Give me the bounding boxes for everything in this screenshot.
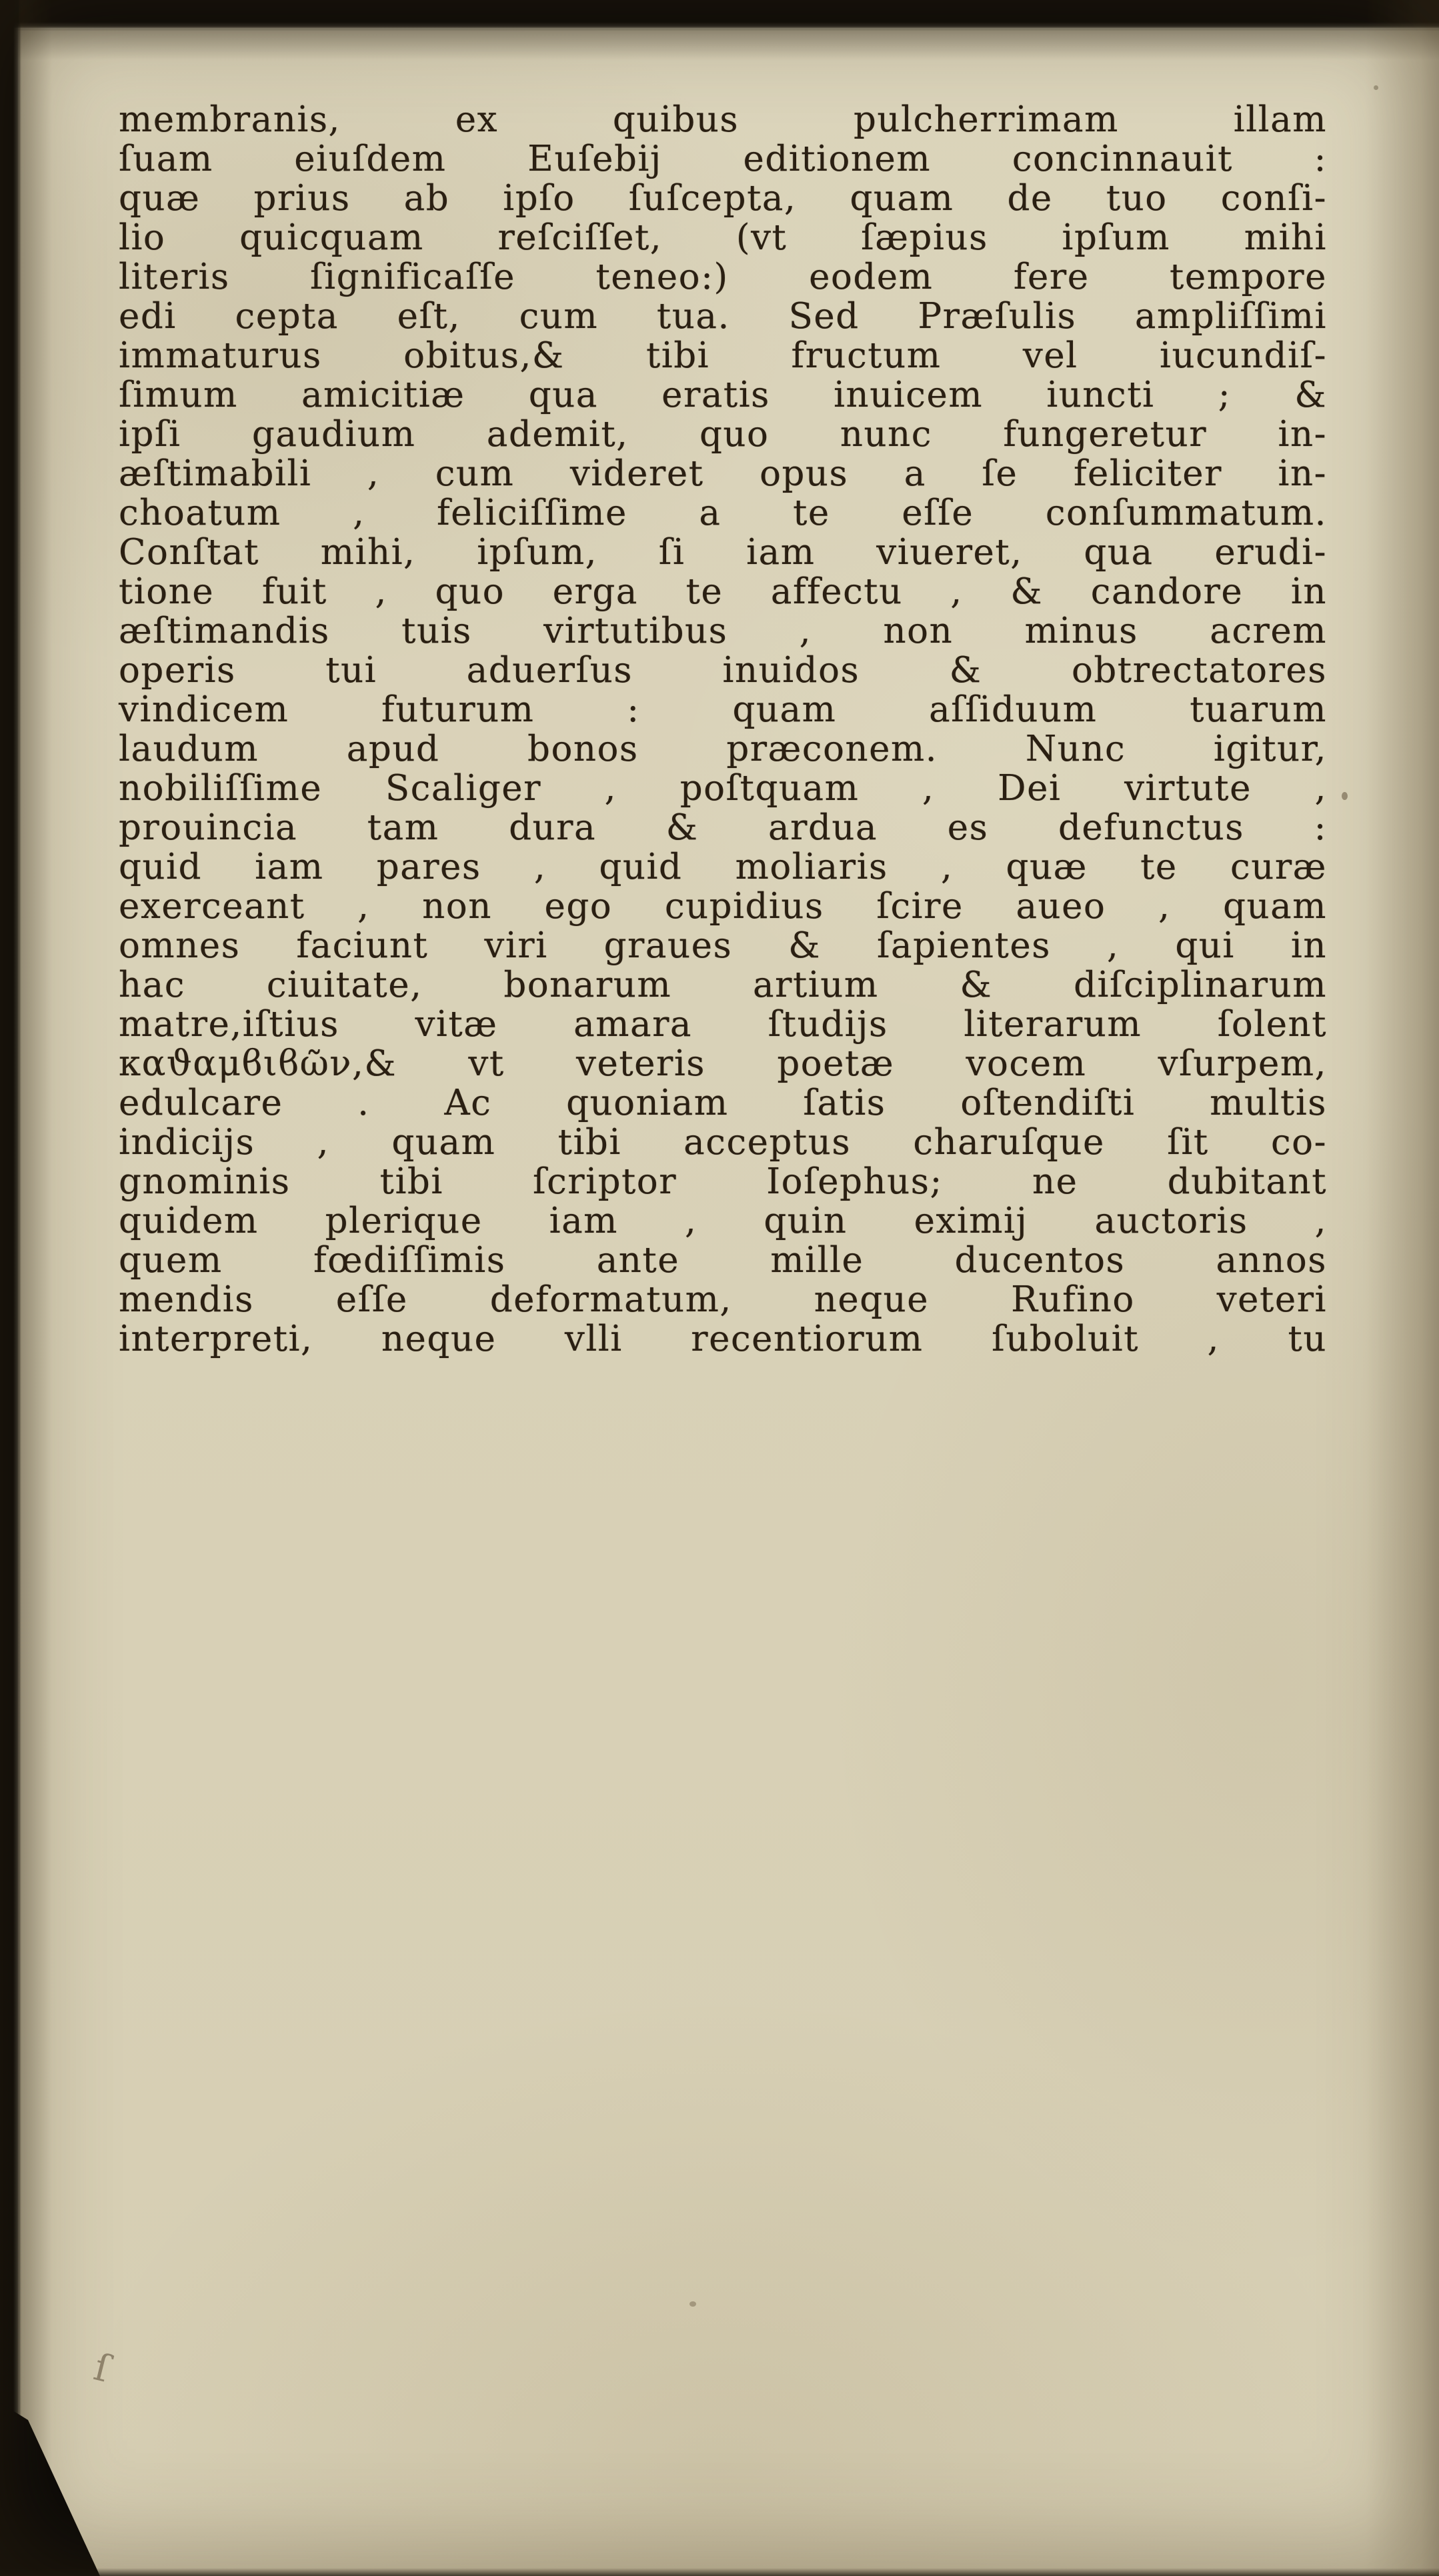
paper-speck: [1342, 792, 1348, 800]
text-line-greek: καϑαμϐιϐῶν,& vt veteris poetæ vocem vſurpem,: [119, 1043, 1327, 1084]
text-line: matre,iſtius vitæ amara ſtudijs literarum ſolent: [119, 1004, 1327, 1045]
text-line: omnes faciunt viri graues & ſapientes , qui in: [119, 925, 1327, 966]
text-line: nobiliſſime Scaliger , poſtquam , Dei virtute ,: [119, 768, 1327, 809]
scan-edge-left: [0, 0, 21, 2576]
text-line: laudum apud bonos præconem. Nunc igitur,: [119, 729, 1327, 769]
text-line: gnominis tibi ſcriptor Ioſephus; ne dubitant: [119, 1161, 1327, 1202]
text-line: exerceant , non ego cupidius ſcire aueo , quam: [119, 886, 1327, 927]
paper-speck: [689, 2301, 696, 2307]
text-line: operis tui aduerſus inuidos & obtrectatores: [119, 650, 1327, 691]
pen-mark: ſ: [89, 2345, 114, 2391]
text-line: choatum , feliciſſime a te eſſe conſummatum.: [119, 493, 1327, 533]
scan-edge-top: [0, 0, 1439, 31]
text-line: membranis, ex quibus pulcherrimam illam: [119, 99, 1327, 140]
scan-edge-bottom: [0, 2568, 1439, 2576]
scan-edge-left-shadow: [19, 0, 52, 2576]
scan-corner-bottom-left: [0, 2403, 100, 2576]
text-line: vindicem futurum : quam aſſiduum tuarum: [119, 689, 1327, 730]
text-line: ſuam eiuſdem Euſebij editionem concinnauit :: [119, 139, 1327, 179]
text-line: quid iam pares , quid moliaris , quæ te curæ: [119, 847, 1327, 887]
page-curve-shadow: [1366, 0, 1439, 2576]
page-text: [119, 100, 1327, 1359]
text-line: quidem plerique iam , quin eximij auctoris ,: [119, 1201, 1327, 1241]
text-line: quæ prius ab ipſo ſuſcepta, quam de tuo conſi-: [119, 178, 1327, 219]
text-line: æſtimandis tuis virtutibus , non minus acrem: [119, 611, 1327, 651]
text-line: interpreti, neque vlli recentiorum ſuboluit , tu: [119, 1319, 1327, 1359]
text-line: lio quicquam reſciſſet, (vt ſæpius ipſum mihi: [119, 217, 1327, 258]
text-line: edulcare . Ac quoniam ſatis oſtendiſti multis: [119, 1083, 1327, 1123]
text-line: literis ſignificaſſe teneo:) eodem fere tempore: [119, 257, 1327, 297]
text-line: indicijs , quam tibi acceptus charuſque ſit co-: [119, 1122, 1327, 1163]
text-line: tione fuit , quo erga te affectu , & candore in: [119, 571, 1327, 612]
text-line: mendis eſſe deformatum, neque Rufino veteri: [119, 1279, 1327, 1320]
text-line: ipſi gaudium ademit, quo nunc fungeretur in-: [119, 414, 1327, 455]
text-line: æſtimabili , cum videret opus a ſe feliciter in-: [119, 453, 1327, 494]
text-line: edi cepta eſt, cum tua. Sed Præſulis ampliſſimi: [119, 296, 1327, 337]
text-line: immaturus obitus,& tibi fructum vel iucundiſ-: [119, 335, 1327, 376]
text-line: hac ciuitate, bonarum artium & diſciplinarum: [119, 965, 1327, 1005]
scan-edge-top-shadow: [0, 29, 1439, 60]
text-line: Conſtat mihi, ipſum, ſi iam viueret, qua erudi-: [119, 532, 1327, 573]
text-line: quem fœdiſſimis ante mille ducentos annos: [119, 1240, 1327, 1281]
text-line: ſimum amicitiæ qua eratis inuicem iuncti ; &: [119, 375, 1327, 415]
paper-speck: [1374, 85, 1378, 90]
text-line: prouincia tam dura & ardua es defunctus :: [119, 807, 1327, 848]
